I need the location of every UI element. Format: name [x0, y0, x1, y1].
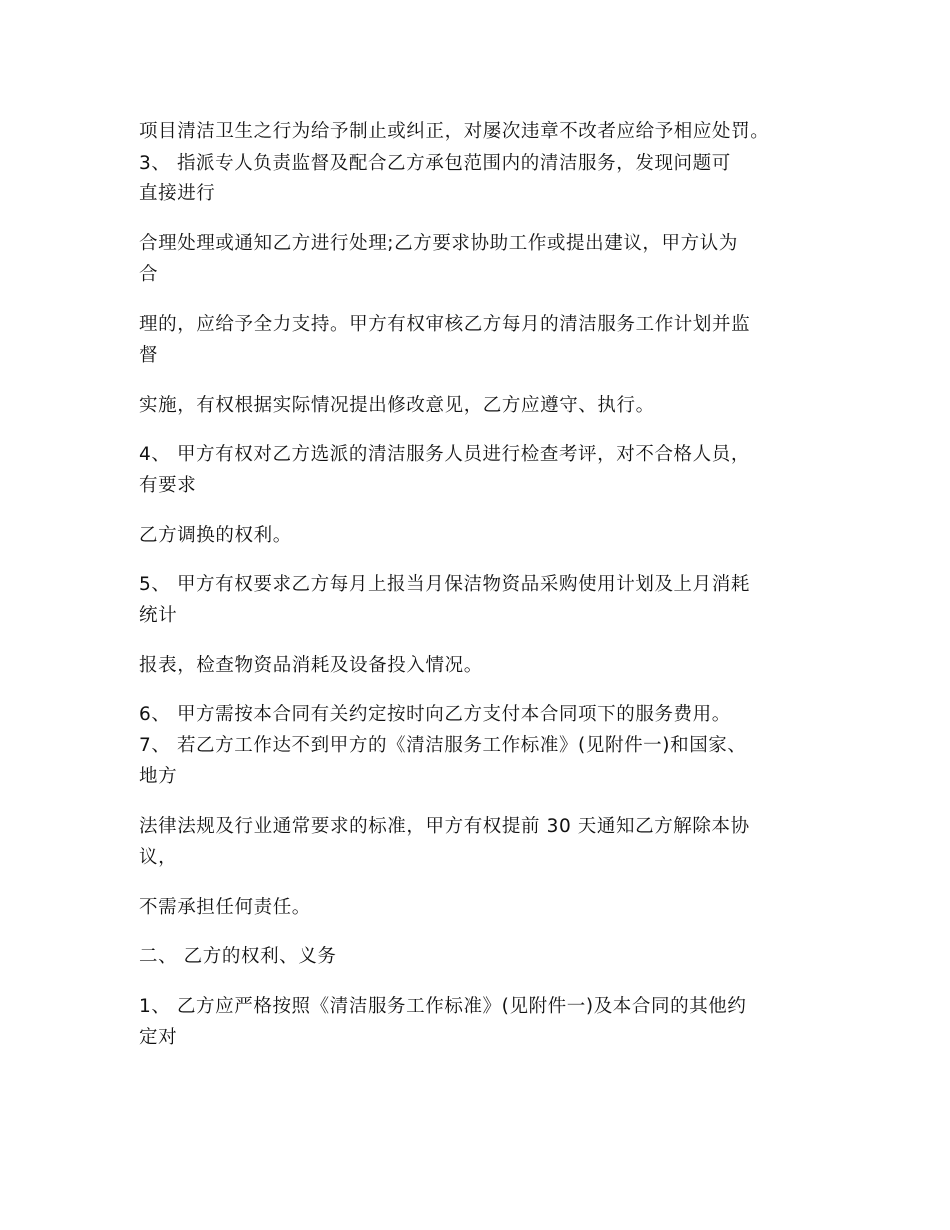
text-line: 3、 指派专人负责监督及配合乙方承包范围内的清洁服务，发现问题可 [139, 153, 731, 174]
text-line: 1、 乙方应严格按照《清洁服务工作标准》(见附件一)及本合同的其他约 [139, 996, 747, 1017]
text-line: 有要求 [139, 475, 197, 496]
text-line: 不需承担任何责任。 [139, 897, 311, 918]
text-line: 定对 [139, 1027, 178, 1048]
text-line: 项目清洁卫生之行为给予制止或纠正，对屡次违章不改者应给予相应处罚。 [139, 121, 770, 142]
text-line: 督 [139, 345, 159, 366]
text-line: 理的，应给予全力支持。甲方有权审核乙方每月的清洁服务工作计划并监 [139, 314, 751, 335]
text-line: 统计 [139, 605, 178, 626]
text-line: 实施，有权根据实际情况提出修改意见，乙方应遵守、执行。 [139, 395, 655, 416]
text-line: 合 [139, 264, 159, 285]
text-line: 合理处理或通知乙方进行处理;乙方要求协助工作或提出建议，甲方认为 [139, 233, 738, 254]
text-line: 议， [139, 847, 178, 868]
section-heading: 二、 乙方的权利、义务 [139, 946, 337, 967]
text-line: 法律法规及行业通常要求的标准，甲方有权提前 30 天通知乙方解除本协 [139, 816, 750, 837]
text-line: 乙方调换的权利。 [139, 525, 292, 546]
text-line: 报表，检查物资品消耗及设备投入情况。 [139, 655, 483, 676]
text-line: 5、 甲方有权要求乙方每月上报当月保洁物资品采购使用计划及上月消耗 [139, 574, 750, 595]
text-line: 7、 若乙方工作达不到甲方的《清洁服务工作标准》(见附件一)和国家、 [139, 735, 747, 756]
text-line: 4、 甲方有权对乙方选派的清洁服务人员进行检查考评，对不合格人员， [139, 444, 750, 465]
text-line: 6、 甲方需按本合同有关约定按时向乙方支付本合同项下的服务费用。 [139, 704, 731, 725]
text-line: 地方 [139, 766, 178, 787]
text-line: 直接进行 [139, 183, 216, 204]
